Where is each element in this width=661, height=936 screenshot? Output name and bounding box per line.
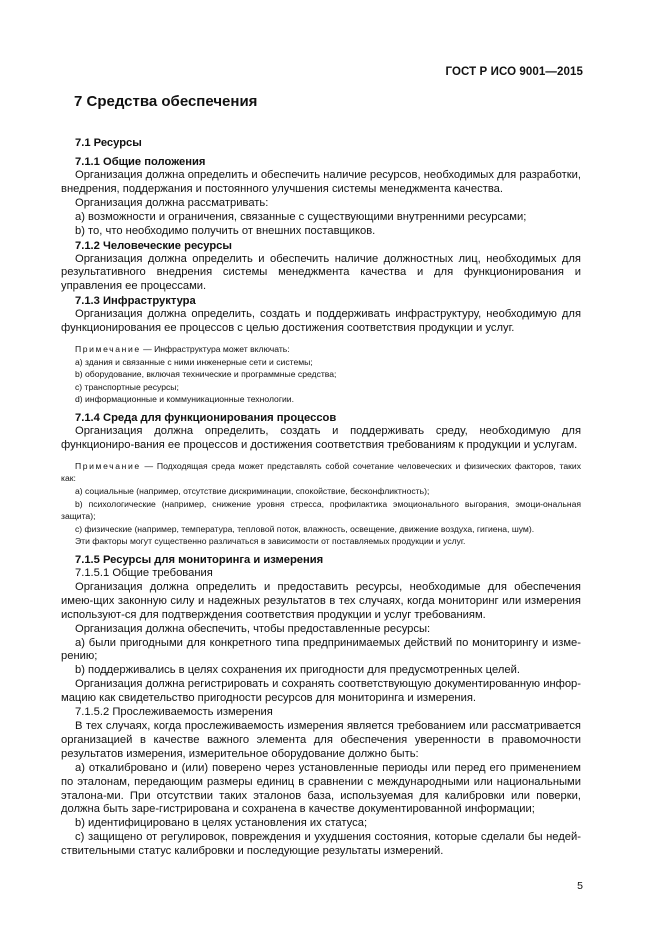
heading-7-1-5-2: 7.1.5.2 Прослеживаемость измерения [75, 706, 273, 719]
note-item: Эти факторы могут существенно различаться в зависимости от поставляемых продукции и услуг. [75, 536, 466, 547]
paragraph: Организация должна определить, создать и поддерживать среду, необходимую для функциониро-вания ее процессов и достижения соответствия требованиям к продукции и услугам. [61, 425, 581, 451]
paragraph: Организация должна определить, создать и поддерживать инфраструктуру, необходимую для функционирования ее процессов с целью достижения соответствия продукции и услуг. [61, 308, 581, 335]
page-number: 5 [577, 880, 583, 892]
list-item: a) возможности и ограничения, связанные с существующими внутренними ресурсами; [75, 210, 527, 223]
note-2 [61, 460, 581, 485]
paragraph: Организация должна рассматривать: [75, 196, 269, 209]
heading-7-1-5: 7.1.5 Ресурсы для мониторинга и измерения [75, 554, 324, 566]
list-item: c) защищено от регулировок, повреждения и ухудшения состояния, которые сделали бы недей-ствительными статус калибровки и последующие результаты измерений. [61, 831, 581, 858]
paragraph: Организация должна обеспечить, чтобы предоставленные ресурсы: [75, 622, 431, 635]
note-item: a) социальные (например, отсутствие дискриминации, спокойствие, бесконфликтность); [75, 486, 430, 497]
heading-7-1-2: 7.1.2 Человеческие ресурсы [75, 239, 232, 252]
list-item: a) были пригодными для конкретного типа предпринимаемых действий по мониторингу и изме-рению; [61, 636, 581, 663]
note-item: c) транспортные ресурсы; [75, 381, 179, 392]
heading-7-1-5-1: 7.1.5.1 Общие требования [75, 567, 213, 579]
note-item: b) оборудование, включая технические и программные средства; [75, 369, 337, 380]
note-item: c) физические (например, температура, тепловой поток, влажность, освещение, движение воздуха, гигиена, шум). [75, 523, 535, 534]
note-text: — Инфраструктура может включать: [140, 344, 290, 355]
paragraph: Организация должна регистрировать и сохранять соответствующую документированную инфор-мацию как свидетельство пригодности ресурсов для мониторинга и измерения. [61, 678, 581, 705]
paragraph: Организация должна определить и обеспечить наличие ресурсов, необходимых для разработки, внедрения, поддержания и постоянного улучшения системы менеджмента качества. [61, 169, 581, 195]
list-item: b) поддерживались в целях сохранения их пригодности для предусмотренных целей. [75, 664, 520, 677]
page-content [61, 92, 581, 859]
note-item: b) психологические (например, снижение уровня стресса, профилактика эмоционального выгорания, эмоци-ональная защита); [61, 498, 581, 522]
note-label: Примечание [75, 460, 141, 471]
paragraph: Организация должна определить и предоставить ресурсы, необходимые для обеспечения имею-щих законную силу и надежных результатов в тех случаях, когда мониторинг или измерения используют-ся для подтверждения соответствия продукции и услуг требованиям. [61, 580, 581, 621]
heading-7-1-1: 7.1.1 Общие положения [75, 156, 206, 168]
document-header: ГОСТ Р ИСО 9001—2015 [445, 66, 583, 78]
heading-7-1: 7.1 Ресурсы [75, 137, 142, 149]
note-label: Примечание [75, 344, 141, 355]
note-item: a) здания и связанные с ними инженерные сети и системы; [75, 356, 313, 367]
note-item: d) информационные и коммуникационные технологии. [75, 394, 294, 405]
heading-7-1-3: 7.1.3 Инфраструктура [75, 295, 196, 308]
list-item: a) откалибровано и (или) поверено через установленные периоды или перед его применением по эталонам, передающим размеры единиц в сравнении с международными или национальными эталона-ми. При отсутствии таких эталонов база, используемая для калибровки или поверки, должна быть заре-гистрирована и сохранена в качестве документированной информации; [61, 761, 581, 816]
note-1 [61, 343, 581, 356]
paragraph: Организация должна определить и обеспечить наличие должностных лиц, необходимых для результативного внедрения системы менеджмента качества и для функционирования и управления ее процессами. [61, 252, 581, 293]
heading-7-1-4: 7.1.4 Среда для функционирования процессов [75, 412, 337, 425]
note-text: — Подходящая среда может представлять собой сочетание человеческих и физических факторов, таких как: [61, 460, 581, 484]
list-item: b) то, что необходимо получить от внешних поставщиков. [75, 224, 376, 237]
section-title: 7 Средства обеспечения [74, 93, 258, 110]
paragraph: В тех случаях, когда прослеживаемость измерения является требованием или рассматривается организацией в качестве важного элемента для обеспечения уверенности в правомочности результатов измерения, измерительное оборудование должно быть: [61, 719, 581, 760]
list-item: b) идентифицировано в целях установления их статуса; [75, 817, 368, 830]
